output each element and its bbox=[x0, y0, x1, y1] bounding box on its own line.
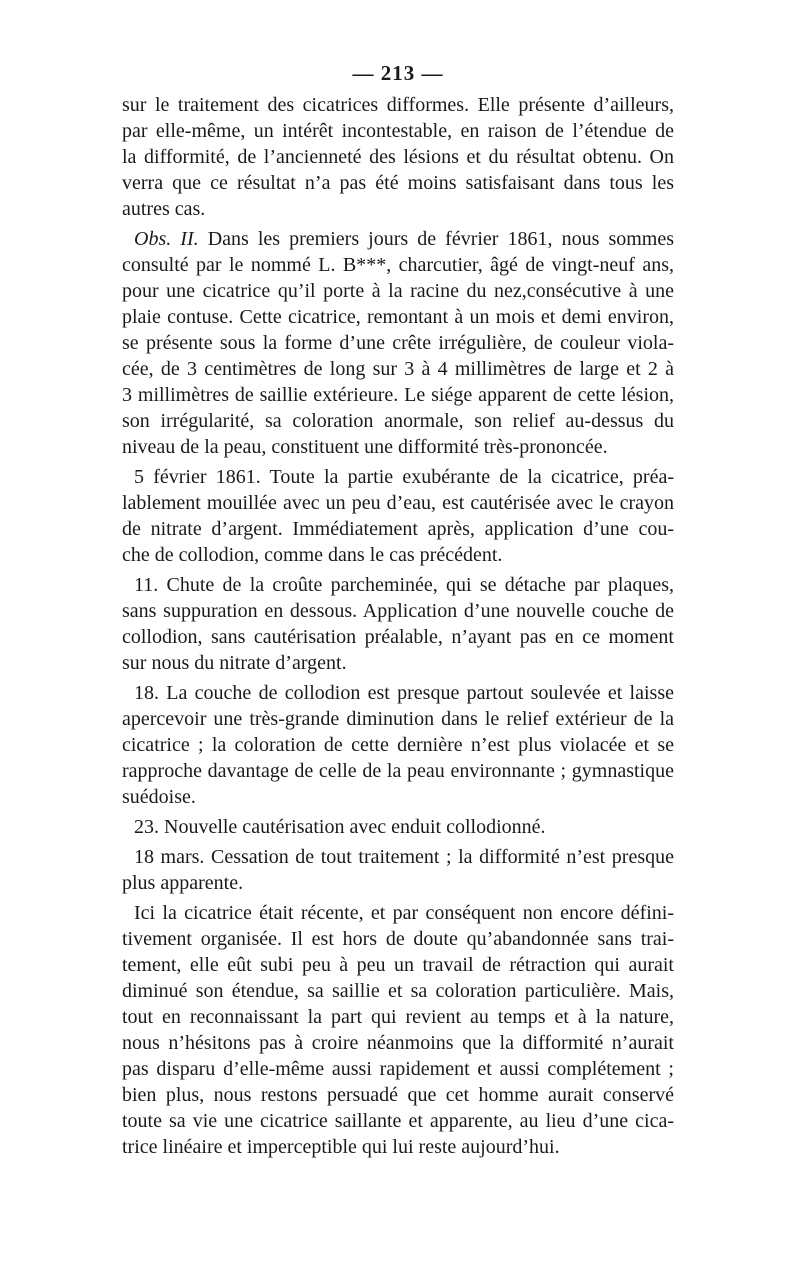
text-line: diminué son étendue, sa saillie et sa coloration particulière. Mais, bbox=[122, 980, 674, 1002]
paragraph bbox=[122, 226, 674, 460]
text-line: 5 février 1861. Toute la partie exubérante de la cicatrice, préa- bbox=[134, 466, 674, 488]
text-line: son irrégularité, sa coloration anormale, son relief au-dessus du bbox=[122, 410, 674, 432]
text-line: rapproche davantage de celle de la peau environnante ; gymnastique bbox=[122, 760, 674, 782]
document-page bbox=[122, 58, 674, 1160]
text-line: sans suppuration en dessous. Application d’une nouvelle couche de bbox=[122, 600, 674, 622]
text-line: se présente sous la forme d’une crête irrégulière, de couleur viola- bbox=[122, 332, 674, 354]
text-line: 3 millimètres de saillie extérieure. Le siége apparent de cette lésion, bbox=[122, 384, 674, 406]
text-line: toute sa vie une cicatrice saillante et apparente, au lieu d’une cica- bbox=[122, 1110, 674, 1132]
text-line: collodion, sans cautérisation préalable, n’ayant pas en ce moment bbox=[122, 626, 674, 648]
text-line: nous n’hésitons pas à croire néanmoins que la difformité n’aurait bbox=[122, 1032, 674, 1054]
text-line: autres cas. bbox=[122, 198, 206, 220]
paragraph bbox=[122, 680, 674, 810]
text-line: lablement mouillée avec un peu d’eau, est cautérisée avec le crayon bbox=[122, 492, 674, 514]
text-line: cicatrice ; la coloration de cette dernière n’est plus violacée et se bbox=[122, 734, 674, 756]
text-line: tement, elle eût subi peu à peu un travail de rétraction qui aurait bbox=[122, 954, 674, 976]
text-line: che de collodion, comme dans le cas précédent. bbox=[122, 544, 503, 566]
paragraph bbox=[122, 814, 674, 840]
text-line: plaie contuse. Cette cicatrice, remontant à un mois et demi environ, bbox=[122, 306, 674, 328]
text-line: sur le traitement des cicatrices difformes. Elle présente d’ailleurs, bbox=[122, 94, 674, 116]
observation-label: Obs. II. bbox=[134, 228, 199, 250]
text-line: consulté par le nommé L. B***, charcutier, âgé de vingt-neuf ans, bbox=[122, 254, 674, 276]
paragraph bbox=[122, 92, 674, 222]
text-line: 23. Nouvelle cautérisation avec enduit collodionné. bbox=[134, 816, 546, 838]
text-line: par elle-même, un intérêt incontestable, en raison de l’étendue de bbox=[122, 120, 674, 142]
text-line: trice linéaire et imperceptible qui lui reste aujourd’hui. bbox=[122, 1136, 560, 1158]
text-line: 11. Chute de la croûte parcheminée, qui se détache par plaques, bbox=[134, 574, 674, 596]
text-line: bien plus, nous restons persuadé que cet homme aurait conservé bbox=[122, 1084, 674, 1106]
text-line bbox=[122, 226, 674, 252]
text-line: Ici la cicatrice était récente, et par conséquent non encore défini- bbox=[134, 902, 674, 924]
paragraph bbox=[122, 464, 674, 568]
text-line: 18. La couche de collodion est presque partout soulevée et laisse bbox=[134, 682, 674, 704]
page-number: — 213 — bbox=[352, 61, 444, 85]
text-line: suédoise. bbox=[122, 786, 196, 808]
text-line: niveau de la peau, constituent une difformité très-prononcée. bbox=[122, 436, 608, 458]
text-line: tout en reconnaissant la part qui revient au temps et à la nature, bbox=[122, 1006, 674, 1028]
text-line: plus apparente. bbox=[122, 872, 244, 894]
text-line: cée, de 3 centimètres de long sur 3 à 4 millimètres de large et 2 à bbox=[122, 358, 674, 380]
text-line: tivement organisée. Il est hors de doute qu’abandonnée sans trai- bbox=[122, 928, 674, 950]
text-line-rest: Dans les premiers jours de février 1861, nous sommes bbox=[198, 228, 674, 250]
text-line: 18 mars. Cessation de tout traitement ; la difformité n’est presque bbox=[134, 846, 674, 868]
text-line: la difformité, de l’ancienneté des lésions et du résultat obtenu. On bbox=[122, 146, 674, 168]
text-line: de nitrate d’argent. Immédiatement après, application d’une cou- bbox=[122, 518, 674, 540]
body-text bbox=[122, 92, 674, 1160]
text-line: apercevoir une très-grande diminution dans le relief extérieur de la bbox=[122, 708, 674, 730]
text-line: pas disparu d’elle-même aussi rapidement et aussi complétement ; bbox=[122, 1058, 674, 1080]
paragraph bbox=[122, 844, 674, 896]
text-line: pour une cicatrice qu’il porte à la racine du nez,consécutive à une bbox=[122, 280, 674, 302]
text-line: verra que ce résultat n’a pas été moins satisfaisant dans tous les bbox=[122, 172, 674, 194]
paragraph bbox=[122, 900, 674, 1160]
text-line: sur nous du nitrate d’argent. bbox=[122, 652, 347, 674]
paragraph bbox=[122, 572, 674, 676]
